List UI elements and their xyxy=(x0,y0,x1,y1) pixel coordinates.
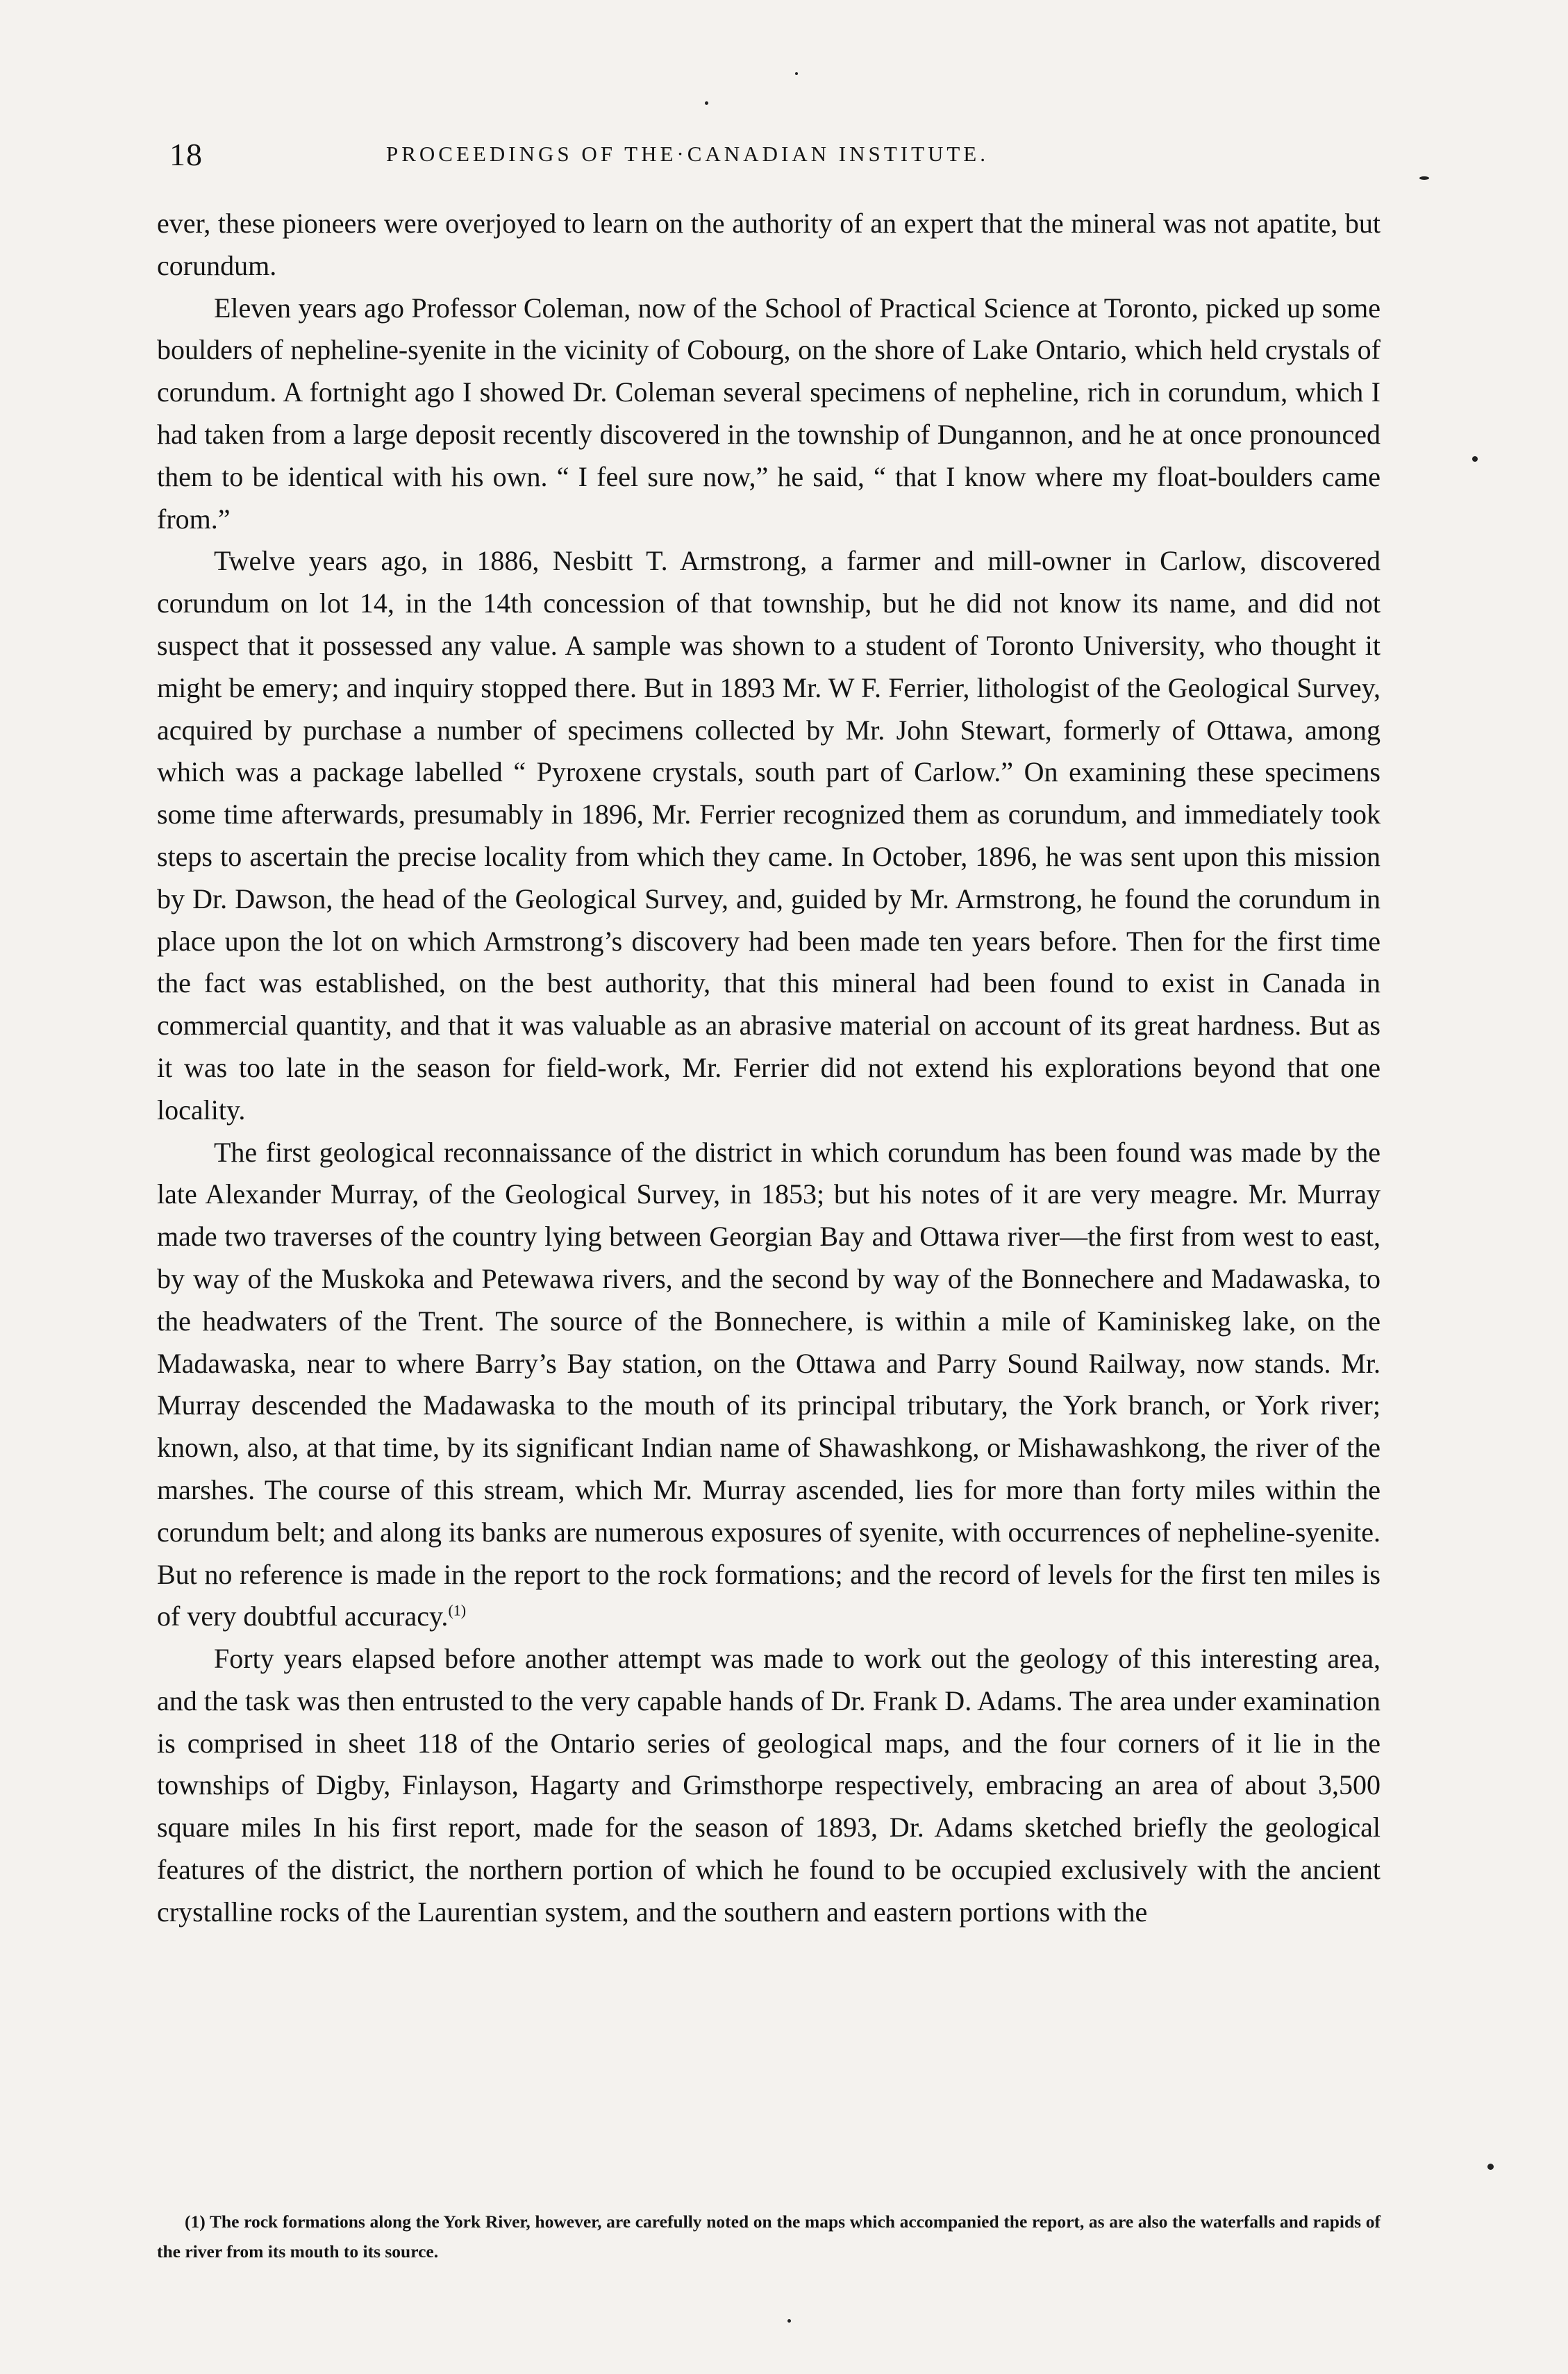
footnote-reference: (1) xyxy=(448,1601,467,1619)
scan-speck xyxy=(1487,2164,1494,2170)
scan-speck xyxy=(1472,456,1478,462)
body-text xyxy=(157,203,1381,1934)
page-header xyxy=(157,136,1381,171)
footnote: (1) The rock formations along the York River, however, are carefully noted on the maps which accompanied the report, as are also the waterfalls and rapids of the river from its mouth to its source. xyxy=(157,2212,1381,2262)
paragraph-5: Forty years elapsed before another attempt was made to work out the geology of this interesting area, and the task was then entrusted to the very capable hands of Dr. Frank D. Adams. The area under examination is comprised in sheet 118 of the Ontario series of geological maps, and the four corners of it lie in the townships of Digby, Finlayson, Hagarty and Grimsthorpe respectively, embracing an area of about 3,500 square miles In his first report, made for the season of 1893, Dr. Adams sketched briefly the geological features of the district, the northern portion of which he found to be occupied exclusively with the ancient crystalline rocks of the Laurentian system, and the southern and eastern portions with the xyxy=(157,1643,1381,1928)
paragraph-4 xyxy=(157,1132,1381,1639)
paragraph-4-text: The first geological reconnaissance of the district in which corundum has been found was made by the late Alexander Murray, of the Geological Survey, in 1853; but his notes of it are very meagre. Mr. Murray made two traverses of the country lying between Georgian Bay and Ottawa river—the first from west to east, by way of the Muskoka and Petewawa rivers, and the second by way of the Bonnechere and Madawaska, to the headwaters of the Trent. The source of the Bonnechere, is within a mile of Kaminiskeg lake, on the Madawaska, near to where Barry’s Bay station, on the Ottawa and Parry Sound Railway, now stands. Mr. Murray descended the Madawaska to the mouth of its principal tributary, the York branch, or York river; known, also, at that time, by its significant Indian name of Shawashkong, or Mishawashkong, the river of the marshes. The course of this stream, which Mr. Murray ascended, lies for more than forty miles within the corundum belt; and along its banks are numerous exposures of syenite, with occurrences of nepheline-syenite. But no reference is made in the report to the rock formations; and the record of levels for the first ten miles is of very doubtful accuracy. xyxy=(157,1136,1381,1632)
scan-speck xyxy=(795,72,798,75)
scan-speck xyxy=(787,2319,791,2323)
paragraph-1: ever, these pioneers were overjoyed to learn on the authority of an expert that the mineral was not apatite, but corundum. xyxy=(157,208,1381,281)
paragraph-3: Twelve years ago, in 1886, Nesbitt T. Armstrong, a farmer and mill-owner in Carlow, discovered corundum on lot 14, in the 14th concession of that township, but he did not know its name, and did not suspect that it possessed any value. A sample was shown to a student of Toronto University, who thought it might be emery; and inquiry stopped there. But in 1893 Mr. W F. Ferrier, lithologist of the Geological Survey, acquired by purchase a number of specimens collected by Mr. John Stewart, formerly of Ottawa, among which was a package labelled “ Pyroxene crystals, south part of Carlow.” On examining these specimens some time afterwards, presumably in 1896, Mr. Ferrier recognized them as corundum, and immediately took steps to ascertain the precise locality from which they came. In October, 1896, he was sent upon this mission by Dr. Dawson, the head of the Geological Survey, and, guided by Mr. Armstrong, he found the corundum in place upon the lot on which Armstrong’s discovery had been made ten years before. Then for the first time the fact was established, on the best authority, that this mineral had been found to exist in Canada in commercial quantity, and that it was valuable as an abrasive material on account of its great hardness. But as it was too late in the season for field-work, Mr. Ferrier did not extend his explorations beyond that one locality. xyxy=(157,545,1381,1126)
scan-speck xyxy=(705,101,708,105)
scan-speck xyxy=(1419,176,1429,180)
paragraph-2: Eleven years ago Professor Coleman, now of the School of Practical Science at Toronto, picked up some boulders of nepheline-syenite in the vicinity of Cobourg, on the shore of Lake Ontario, which held crystals of corundum. A fortnight ago I showed Dr. Coleman several specimens of nepheline, rich in corundum, which I had taken from a large deposit recently discovered in the township of Dungannon, and he at once pronounced them to be identical with his own. “ I feel sure now,” he said, “ that I know where my float-boulders came from.” xyxy=(157,292,1381,535)
page-number: 18 xyxy=(169,137,203,172)
document-page xyxy=(157,0,1381,2374)
running-head: PROCEEDINGS OF THE·CANADIAN INSTITUTE. xyxy=(386,142,989,166)
